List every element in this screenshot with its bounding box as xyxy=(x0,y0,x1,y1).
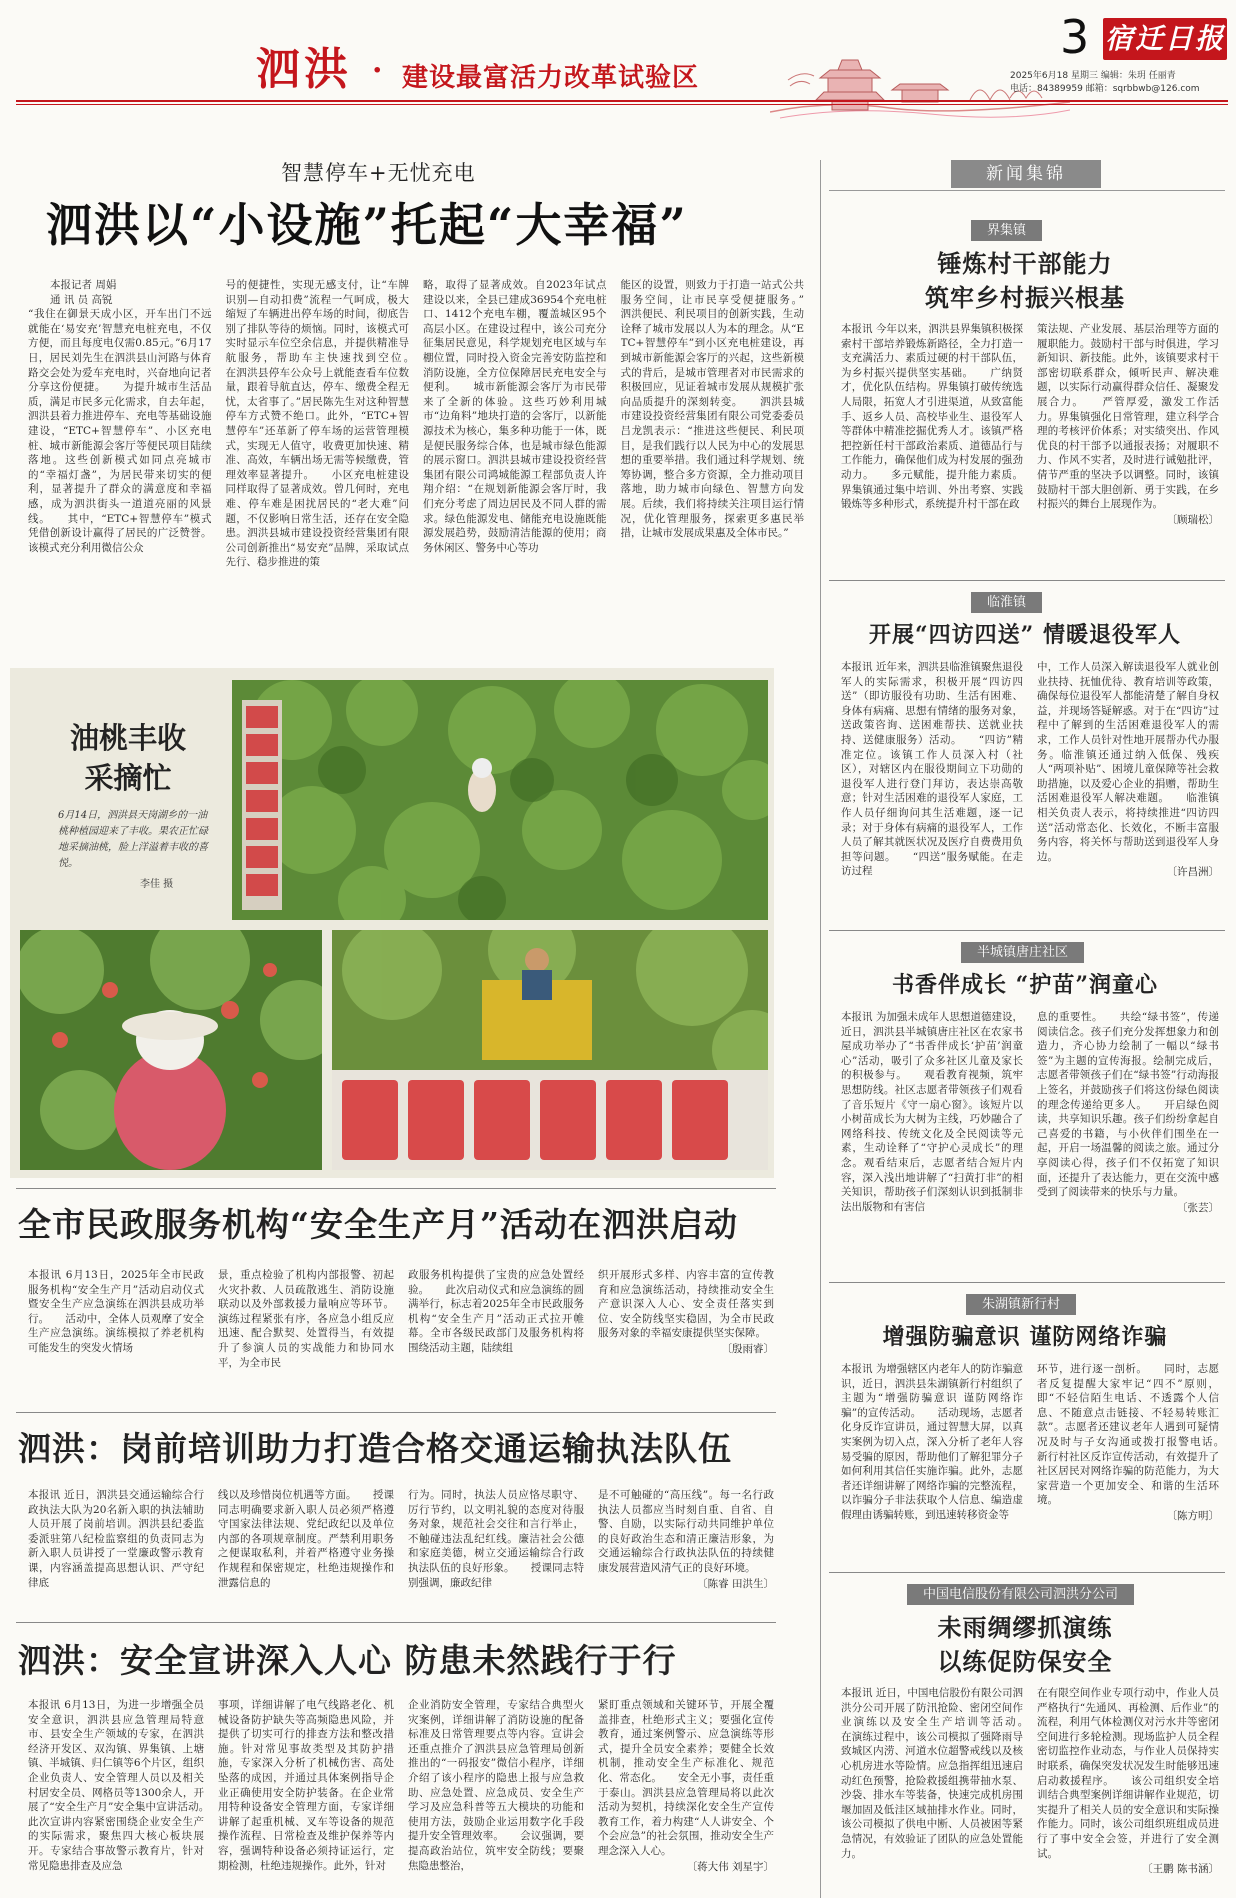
section-title: 泗洪 xyxy=(256,44,352,95)
photo-caption: 6月14日，泗洪县天岗湖乡的一油桃种植园迎来了丰收。果农正忙碌地采摘油桃，脸上洋溢着丰收的喜悦。 xyxy=(58,810,208,869)
issue-email: 邮箱：sqrbbwb@126.com xyxy=(1085,84,1200,94)
page-number: 3 xyxy=(1060,10,1090,64)
harvest-cart-art xyxy=(332,930,768,1170)
story5-rule xyxy=(829,1572,1225,1573)
campaign-columns xyxy=(28,1698,774,1894)
photo-picking-closeup xyxy=(20,930,322,1170)
safety-col-3: 政服务机构提供了宝贵的应急处置经验。 此次启动仪式和应急演练的圆满举行，标志着2025年全市民政服务机构“安全生产月”活动正式拉开帷幕。全市各级民政部门及服务机构将围绕活动主题，陆续组 xyxy=(408,1269,584,1354)
issue-date: 2025年6月18 xyxy=(1010,71,1069,81)
lead-text-4: 能区的设置，则致力于打造一站式公共服务空间，让市民享受便捷服务。” 泗洪便民、利民项目的创新实践，生动诠释了城市发展以人为本的理念。从“ETC+智慧停车”到小区充电桩建设，再到城市新能源会客厅的兴起，这些新模式的背后，是城市管理者对市民需求的积极回应，见证着城市发展从规模扩张向品质提升的深刻转变。 泗洪县城市建设投资经营集团有限公司党委委员吕龙凯表示：“推进这些便民、利民项目，是我们践行以人民为中心的发展思想的重要举措。我们通过科学规划、统筹协调，整合多方资源，全力推动项目落地，助力城市向绿色、智慧方向发展。后续，我们将持续关注项目运行情况，优化管理服务，探索更多惠民举措，让城市发展成果惠及全体市民。” xyxy=(620,279,804,540)
transport-col-4-wrap xyxy=(598,1488,774,1612)
lead-columns xyxy=(28,278,804,658)
orchard-aerial-art xyxy=(232,680,768,920)
photo-title-line-1: 油桃丰收 xyxy=(69,721,186,755)
story4-rule xyxy=(829,1282,1225,1283)
lead-text-1: “我住在御景天成小区，开车出门不远就能在‘易安充’智慧充电桩充电，不仅方便，而且每度电仅需0.85元。”6月17日，居民刘先生在泗洪县山河路与体育路交会处为爱车充电时，兴奋地向记者分享这份便捷。 为提升城市生活品质，满足市民多元化需求，自去年起，泗洪县着力推进停车、充电等基础设施建设，“ETC+智慧停车”、小区充电桩、城市新能源会客厅等便民项目陆续落地。这些创新模式如同点亮城市的“幸福灯盏”，为居民带来切实的便利，显著提升了群众的满意度和幸福感，成为泗洪街头一道道亮丽的风景线。 其中，“ETC+智慧停车”模式凭借创新设计赢得了居民的广泛赞誉。该模式充分利用微信公众 xyxy=(28,308,212,554)
photo-orchard-aerial xyxy=(232,680,768,920)
story5-col-1: 本报讯 近日，中国电信股份有限公司泗洪分公司开展了防汛抢险、密闭空间作业演练以及安全生产培训等活动。 在演练过程中，该公司模拟了强降雨导致城区内涝、河道水位超警戒线以及核心机房进水等险情。应急指挥组迅速启动红色预警，抢险救援组携带抽水泵、沙袋、排水车等装备，快速完成机房围堰加固及低洼区域抽排水作业。同时，该公司模拟了供电中断、人员被困等紧急情况，有效验证了团队的应急处置能力。 xyxy=(841,1687,1023,1860)
photo-title xyxy=(48,718,208,798)
story4-tag: 朱湖镇新行村 xyxy=(966,1294,1076,1315)
paper-name: 宿迁日报 xyxy=(1104,22,1225,55)
story2-col-1: 本报讯 近年来，泗洪县临淮镇聚焦退役军人的实际需求，积极开展“四访四送”（即访服役有功助、生活有困难、身体有病痛、思想有情绪的服务对象，送政策咨询、送困难帮扶、送就业扶持、送健康服务）活动。 “四访”精准定位。该镇工作人员深入村（社区），对辖区内在服役期间立下功勋的退役军人进行登门拜访，表达崇高敬意；针对生活困难的退役军人家庭，工作人员仔细询问其生活难题，逐一记录；对于身体有病痛的退役军人，工作人员了解其就医状况及医疗自费费用负担等问题。 “四送”服务赋能。在走访过程 xyxy=(841,661,1023,878)
story5-col-2-wrap xyxy=(1037,1686,1219,1896)
story2-col-2-wrap xyxy=(1037,660,1219,960)
transport-col-1: 本报讯 近日，泗洪县交通运输综合行政执法大队为20名新入职的执法辅助人员开展了岗前培训。泗洪县纪委监委派驻第八纪检监察组的负责同志为新入职人员讲授了一堂廉政警示教育课，内容涵盖提高思想认识、严守纪律底 xyxy=(28,1489,204,1589)
campaign-col-1: 本报讯 6月13日，为进一步增强全员安全意识，泗洪县应急管理局特意市、县安全生产领域的专家，在泗洪经济开发区、双沟镇、界集镇、上塘镇、半城镇、归仁镇等6个片区，组织企业负责人、安全管理人员以及相关村居安全员、网格员等1300余人，开展了“安全生产月”安全集中宣讲活动。 此次宣讲内容紧密围绕企业安全生产的实际需求，聚焦四大核心板块展开。专家结合事故警示教育片，针对常见隐患排查及应急 xyxy=(28,1699,204,1872)
sidebar-banner xyxy=(951,160,1101,188)
story5-credit: 〔王鹏 陈书涵〕 xyxy=(1142,1863,1219,1876)
story1-headline-1: 锤炼村干部能力 xyxy=(937,249,1113,278)
campaign-col-2: 事项，详细讲解了电气线路老化、机械设备防护缺失等高频隐患风险，并提供了切实可行的排查方法和整改措施。针对常见事故类型及其防护措施，专家深入分析了机械伤害、高处坠落的成因，并通过具体案例指导企业正确使用安全防护装备。在企业常用特种设备安全管理方面，专家详细讲解了起重机械、叉车等设备的规范操作流程、日常检查及维护保养等内容，强调特种设备必须持证运行，定期检测，杜绝违规操作。此外，针对 xyxy=(218,1699,394,1872)
campaign-col-4-wrap xyxy=(598,1698,774,1894)
story3-rule xyxy=(829,930,1225,931)
safety-credit: 〔殷雨睿〕 xyxy=(721,1342,774,1355)
photo-story xyxy=(10,668,774,1178)
story5-columns xyxy=(841,1686,1219,1896)
story2-columns xyxy=(841,660,1219,960)
transport-col-2: 线以及珍惜岗位机遇等方面。 授课同志明确要求新入职人员必须严格遵守国家法律法规、党纪政纪以及单位内部的各项规章制度。严禁利用职务之便谋取私利，并着严格遵守业务操作规程和保密规定，杜绝违规操作和泄露信息的 xyxy=(218,1489,394,1589)
transport-headline: 泗洪：岗前培训助力打造合格交通运输执法队伍 xyxy=(18,1429,732,1468)
transport-columns xyxy=(28,1488,774,1612)
photo-title-line-2: 采摘忙 xyxy=(84,761,172,795)
story5-headline-1: 未雨绸缪抓演练 xyxy=(937,1613,1113,1642)
campaign-credit: 〔蒋大伟 刘星宇〕 xyxy=(686,1860,774,1873)
campaign-col-4: 紧盯重点领域和关键环节，开展全覆盖排查，杜绝形式主义；要强化宣传教育，通过案例警示、应急演练等形式，提升全员安全素养；要健全长效机制，推动安全生产标准化、规范化、常态化。 安全无小事，责任重于泰山。泗洪县应急管理局将以此次活动为契机，持续深化安全生产宣传教育工作，着力构建“人人讲安全、个个会应急”的社会氛围，推动安全生产理念深入人心。 xyxy=(598,1699,774,1857)
issue-line-2 xyxy=(1010,83,1230,96)
story1-col-2-wrap xyxy=(1037,322,1219,612)
story3-col-2: 息的重要性。 共绘“绿书签”，传递阅读信念。孩子们充分发挥想象力和创造力，齐心协力绘制了一幅以“绿书签”为主题的宣传海报。绘制完成后，志愿者带领孩子们在“绿书签”行动海报上签名，并鼓励孩子们将这份绿色阅读的理念传递给更多人。 开启绿色阅读，共享知识乐趣。孩子们纷纷拿起自己喜爱的书籍，与小伙伴们围坐在一起，开启一场温馨的阅读之旅。通过分享阅读心得，孩子们不仅拓宽了知识面，还提升了表达能力，更在交流中感受到了阅读带来的快乐与力量。 xyxy=(1037,1011,1219,1199)
issue-line-1 xyxy=(1010,70,1230,83)
rule-above-safety xyxy=(16,1188,776,1189)
story3-credit: 〔张芸〕 xyxy=(1177,1201,1219,1214)
story3-col-2-wrap xyxy=(1037,1010,1219,1270)
story3-columns xyxy=(841,1010,1219,1270)
story4-credit: 〔陈方明〕 xyxy=(1166,1509,1219,1522)
issue-info xyxy=(1010,70,1230,96)
story2-tag: 临淮镇 xyxy=(971,592,1042,613)
story2-credit: 〔许昌洲〕 xyxy=(1166,866,1219,879)
section-slogan: 建设最富活力改革试验区 xyxy=(402,63,700,93)
story4-headline: 增强防骗意识 谨防网络诈骗 xyxy=(882,1324,1168,1350)
sidebar-banner-text: 新闻集锦 xyxy=(986,164,1066,184)
safety-columns xyxy=(28,1268,774,1402)
picking-closeup-art xyxy=(20,930,322,1170)
campaign-headline: 泗洪：安全宣讲深入人心 防患未然践行于行 xyxy=(18,1641,677,1680)
masthead xyxy=(0,0,1236,110)
sidebar-banner-rule xyxy=(829,190,1225,191)
story5-tag: 中国电信股份有限公司泗洪分公司 xyxy=(907,1584,1134,1605)
story1-columns xyxy=(841,322,1219,612)
issue-phone: 电话：84389959 xyxy=(1010,84,1083,94)
story1-col-2: 策法规、产业发展、基层治理等方面的履职能力。鼓励村干部与时俱进，学习新知识、新技能。此外，该镇要求村干部密切联系群众，倾听民声、解决难题，以实际行动赢得群众信任、凝聚发展合力。 严管厚爱，激发工作活力。界集镇强化日常管理，建立科学合理的考核评价体系；对实绩突出、作风优良的村干部予以通报表扬；对履职不力、作风不实者，及时进行诫勉批评，倩节严重的坚决予以调整。同时，该镇鼓励村干部大胆创新、勇于实践，在乡村振兴的舞台上展现作为。 xyxy=(1037,323,1219,511)
masthead-rule xyxy=(16,100,1228,102)
rule-above-transport xyxy=(16,1412,776,1413)
story1-col-1: 本报讯 今年以来，泗洪县界集镇积极探索村干部培养锻炼新路径，全力打造一支充满活力、素质过硬的村干部队伍，为乡村振兴提供坚实基础。 广纳贤才，优化队伍结构。界集镇打破传统选人局限，拓宽人才引进渠道，从致富能手、返乡人员、高校毕业生、退役军人等群体中精准挖掘优秀人才。该镇严格把控新任村干部政治素质、道德品行与工作能力，确保他们成为村发展的强劲动力。 多元赋能，提升能力素质。界集镇通过集中培训、外出考察、实践锻炼等多种形式，系统提升村干部在政 xyxy=(841,323,1023,511)
story4-col-2: 环节，进行逐一剖析。 同时，志愿者反复提醒大家牢记“四不”原则，即“不轻信陌生电话、不透露个人信息、不随意点击链接、不轻易转账汇款”。志愿者还建议老年人遇到可疑情况及时与子女沟通或拨打报警电话。 新行村社区反诈宣传活动，有效提升了社区居民对网络诈骗的防范能力，为大家营造一个更加安全、和谐的生活环境。 xyxy=(1037,1363,1219,1507)
safety-col-4-wrap xyxy=(598,1268,774,1402)
story3-tag: 半城镇唐庄社区 xyxy=(961,942,1084,963)
story4-columns xyxy=(841,1362,1219,1562)
story1-tag: 界集镇 xyxy=(971,220,1042,241)
story1-credit: 〔顾瑞松〕 xyxy=(1166,513,1219,526)
safety-col-4: 织开展形式多样、内容丰富的宣传教育和应急演练活动，持续推动安全生产意识深入人心、安全责任落实到位、安全防线坚实稳固，为全市民政服务对象的幸福安康提供坚实保障。 xyxy=(598,1269,774,1340)
lead-text-3: 略，取得了显著成效。自2023年试点建设以来，全县已建成36954个充电桩口、1412个充电车棚，覆盖城区95个高层小区。在建设过程中，该公司充分征集居民意见，科学规划充电区域与车棚位置，同时投入资金完善安防监控和消防设施，全方位保障居民充电安全与便利。 城市新能源会客厅为市民带来了全新的体验。这些巧妙利用城市“边角料”地块打造的会客厅，以新能源技术为核心，集多种功能于一体，既是便民服务综合体，也是城市绿色能源的展示窗口。泗洪县城市建设投资经营集团有限公司鸿城能源工程部负责人许翔介绍：“在规划新能源会客厅时，我们充分考虑了周边居民及不同人群的需求。绿色能源发电、储能充电设施既能源发展趋势，鼓励清洁能源的使用；商务休闲区、警务中心等功 xyxy=(423,279,607,554)
lead-headline: 泗洪以“小设施”托起“大幸福” xyxy=(46,198,688,252)
masthead-rule-thin xyxy=(16,104,1228,105)
safety-col-2: 景，重点检验了机构内部报警、初起火灾扑救、人员疏散逃生、消防设施联动以及外部救援力量响应等环节。演练过程紧张有序，各应急小组反应迅速、配合默契、处置得当，有效提升了参演人员的实战能力和协同水平，为全市民 xyxy=(218,1269,394,1369)
photo-harvest-cart xyxy=(332,930,768,1170)
story5-col-2: 在有限空间作业专项行动中，作业人员严格执行“先通风、再检测、后作业”的流程，利用气体检测仪对污水井等密闭空间进行多轮检测。现场监护人员全程密切监控作业动态，与作业人员保持实时联系，确保突发状况发生时能够迅速启动救援程序。 该公司组织安全培训结合典型案例详细讲解作业规范，切实提升了相关人员的安全意识和实际操作能力。同时，该公司组织班组成员进行了事中安全会签，并进行了安全测试。 xyxy=(1037,1687,1219,1860)
lead-col-1 xyxy=(28,278,212,658)
section-dot: · xyxy=(372,53,383,88)
safety-col-1: 本报讯 6月13日，2025年全市民政服务机构“安全生产月”活动启动仪式暨安全生产应急演练在泗洪县成功举行。 活动中，全体人员观摩了安全生产应急演练。演练模拟了养老机构可能发生的突发火情场 xyxy=(28,1269,204,1354)
issue-weekday: 星期三 xyxy=(1070,71,1098,81)
lead-byline-reporter: 本报记者 周娟 xyxy=(50,279,117,291)
transport-credit: 〔陈睿 田洪生〕 xyxy=(697,1577,774,1590)
sidebar xyxy=(820,160,1229,1898)
story1-headline-2: 筑牢乡村振兴根基 xyxy=(925,283,1125,312)
safety-headline: 全市民政服务机构“安全生产月”活动在泗洪启动 xyxy=(18,1205,738,1244)
story4-col-1: 本报讯 为增强辖区内老年人的防诈骗意识，近日，泗洪县朱湖镇新行村组织了主题为“增强防骗意识 谨防网络诈骗”的宣传活动。 活动现场，志愿者化身反诈宣讲员，通过智慧大屏，以真实案例为切入点，深入分析了老年人容易受骗的原因，帮助他们了解犯罪分子如何利用其信任实施诈骗。此外，志愿者还详细讲解了网络诈骗的完整流程，以诈骗分子非法获取个人信息、编造虚假理由诱骗转账，到迅速转移资金等 xyxy=(841,1363,1023,1521)
lead-article xyxy=(16,150,816,660)
rule-above-campaign xyxy=(16,1622,776,1623)
transport-col-3: 行为。同时，执法人员应恪尽职守、厉行节约，以文明礼貌的态度对待服务对象，规范社会交往和言行举止，不触碰违法乱纪红线。廉洁社会公德和家庭美德，树立交通运输综合行政执法队伍的良好形象。 授课同志特别强调，廉政纪律 xyxy=(408,1489,584,1589)
paper-logo xyxy=(1103,18,1227,60)
story3-col-1: 本报讯 为加强未成年人思想道德建设，近日，泗洪县半城镇唐庄社区在农家书屋成功举办了“书香伴成长‘护苗’润童心”活动，吸引了众多社区儿童及家长的积极参与。 观看教育视频，筑牢思想防线。社区志愿者带领孩子们观看了音乐短片《守一扇心窗》。该短片以小树苗成长为大树为主线，巧妙融合了网络科技、传统文化及全民阅读等元素，生动诠释了“守护心灵成长”的理念。观看结束后，志愿者结合短片内容，深入浅出地讲解了“扫黄打非”的相关知识，帮助孩子们深刻认识到抵制非法出版物和有害信 xyxy=(841,1011,1023,1213)
story2-headline: 开展“四访四送” 情暖退役军人 xyxy=(869,622,1181,648)
story3-headline: 书香伴成长 “护苗”润童心 xyxy=(892,972,1158,998)
story2-rule xyxy=(829,580,1225,581)
lead-kicker: 智慧停车+无忧充电 xyxy=(281,161,476,185)
lead-text-2: 号的便捷性，实现无感支付，让“车牌识别—自动扣费”流程一气呵成，极大缩短了车辆进出停车场的时间，彻底告别了排队等待的烦恼。同时，该模式可实时显示车位空余信息，并提供精准导航服务，帮助车主快速找到空位。 在泗洪县停车公众号上就能查看车位数量，跟着导航直达，停车、缴费全程无忧，太省事了。”居民陈先生对这种智慧停车方式赞不绝口。此外，“ETC+智慧停车”还革新了停车场的运营管理模式，实现无人值守，收费更加快速、精准、高效，车辆出场无需等候缴费，管理效率显著提升。 小区充电桩建设同样取得了显著成效。曾几何时，充电难、停车难是困扰居民的“老大难”问题，不仅影响日常生活，还存在安全隐患。泗洪县城市建设投资经营集团有限公司创新推出“易安充”品牌，采取试点先行、稳步推进的策 xyxy=(225,279,409,569)
story5-headline-2: 以练促防保安全 xyxy=(937,1647,1113,1676)
story2-col-2: 中，工作人员深入解读退役军人就业创业扶持、抚恤优待、教育培训等政策，确保每位退役军人都能清楚了解自身权益，并现场答疑解惑。对于在“四访”过程中了解到的生活困难退役军人的需求，工作人员针对性地开展帮办代办服务。临淮镇还通过纳入低保、残疾人“两项补贴”、困境儿童保障等社会救助措施，以及爱心企业的捐赠，帮助生活困难退役军人解决难题。 临淮镇相关负责人表示，将持续推进“四访四送”活动常态化、长效化，不断丰富服务内容，将关怀与帮助送到退役军人身边。 xyxy=(1037,661,1219,863)
transport-col-4: 是不可触碰的“高压线”。每一名行政执法人员都应当时刻自重、自省、自警、自励，以实际行动共同维护单位的良好政治生态和清正廉洁形象，为交通运输综合行政执法队伍的持续健康发展营造风清气正的良好环境。 xyxy=(598,1489,774,1574)
story4-col-2-wrap xyxy=(1037,1362,1219,1562)
issue-editors: 编辑：朱玥 任丽青 xyxy=(1100,71,1176,81)
campaign-col-3: 企业消防安全管理，专家结合典型火灾案例，详细讲解了消防设施的配备标准及日常管理要点等内容。宣讲会还重点推介了泗洪县应急管理局创新推出的“一码报安”微信小程序，详细介绍了该小程序的隐患上报与应急救助、应急处置、应急成员、安全生产学习及应急科普等五大模块的功能和使用方法，鼓励企业运用数字化手段提升安全管理效率。 会议强调，要提高政治站位，筑牢安全防线；要聚焦隐患整治， xyxy=(408,1699,584,1872)
lead-byline-correspondent: 通 讯 员 高锐 xyxy=(50,293,113,306)
photo-credit: 李佳 摄 xyxy=(140,879,174,890)
